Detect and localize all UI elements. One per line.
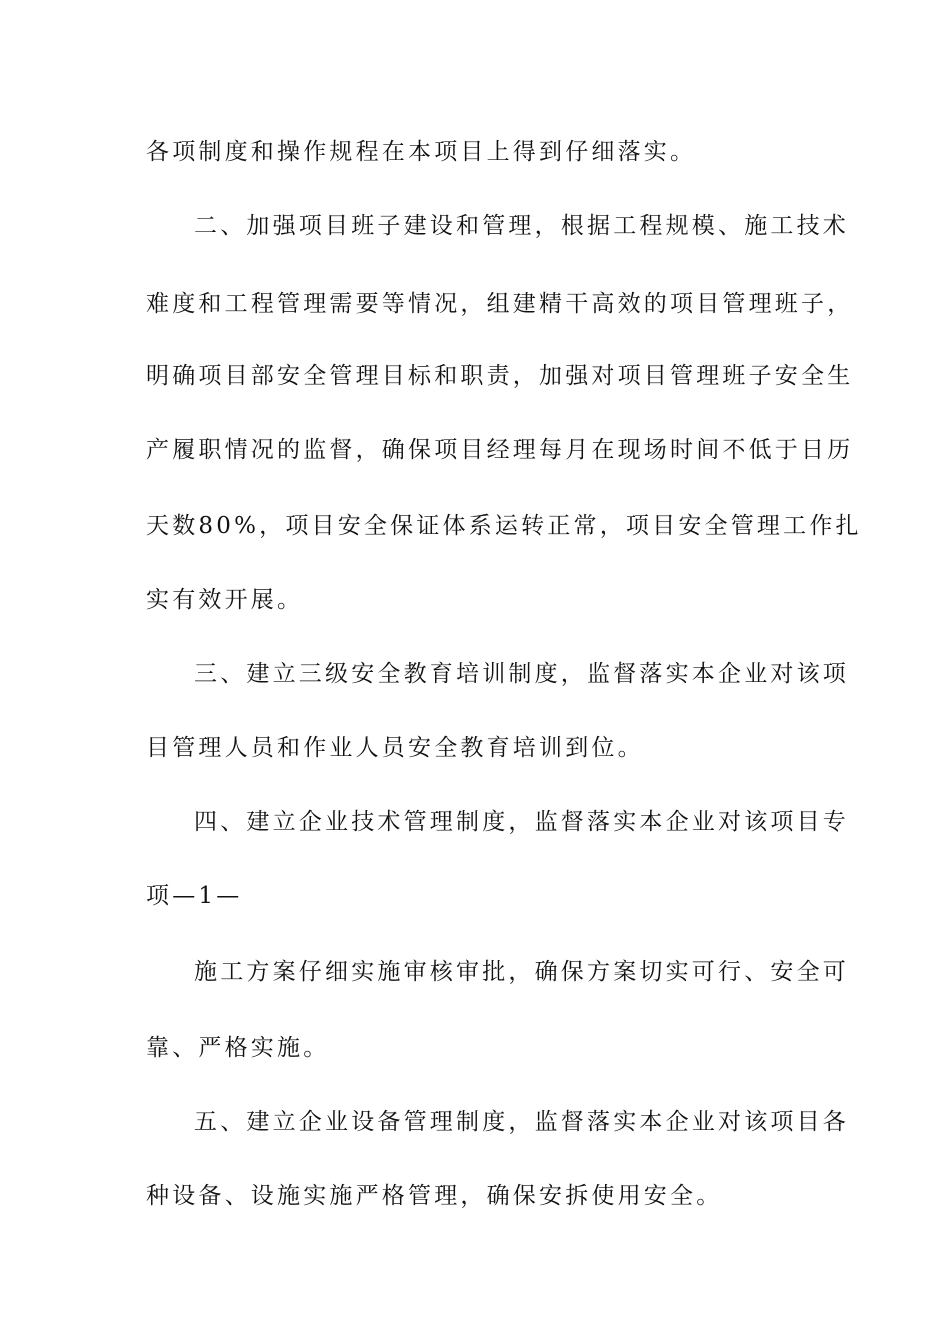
paragraph-line: 目管理人员和作业人员安全教育培训到位。: [146, 735, 644, 761]
paragraph-line: 三、建立三级安全教育培训制度，监督落实本企业对该项: [194, 661, 849, 687]
paragraph-line: 施工方案仔细实施审核审批，确保方案切实可行、安全可: [194, 959, 849, 985]
paragraph-line: 四、建立企业技术管理制度，监督落实本企业对该项目专: [194, 809, 849, 835]
paragraph-line: 明确项目部安全管理目标和职责，加强对项目管理班子安全生: [146, 363, 854, 389]
paragraph-line: 靠、严格实施。: [146, 1035, 330, 1061]
paragraph-line: 五、建立企业设备管理制度，监督落实本企业对该项目各: [194, 1109, 849, 1135]
paragraph-line: 天数80%，项目安全保证体系运转正常，项目安全管理工作扎: [146, 513, 862, 539]
paragraph-line: 产履职情况的监督，确保项目经理每月在现场时间不低于日历: [146, 437, 854, 463]
paragraph-line: 种设备、设施实施严格管理，确保安拆使用安全。: [146, 1183, 723, 1209]
paragraph-line: 二、加强项目班子建设和管理，根据工程规模、施工技术: [194, 213, 849, 239]
paragraph-line: 实有效开展。: [146, 587, 304, 613]
paragraph-line: 各项制度和操作规程在本项目上得到仔细落实。: [146, 139, 697, 165]
paragraph-line: 难度和工程管理需要等情况，组建精干高效的项目管理班子，: [146, 291, 854, 317]
page-number-line: 项—1—: [146, 883, 243, 909]
